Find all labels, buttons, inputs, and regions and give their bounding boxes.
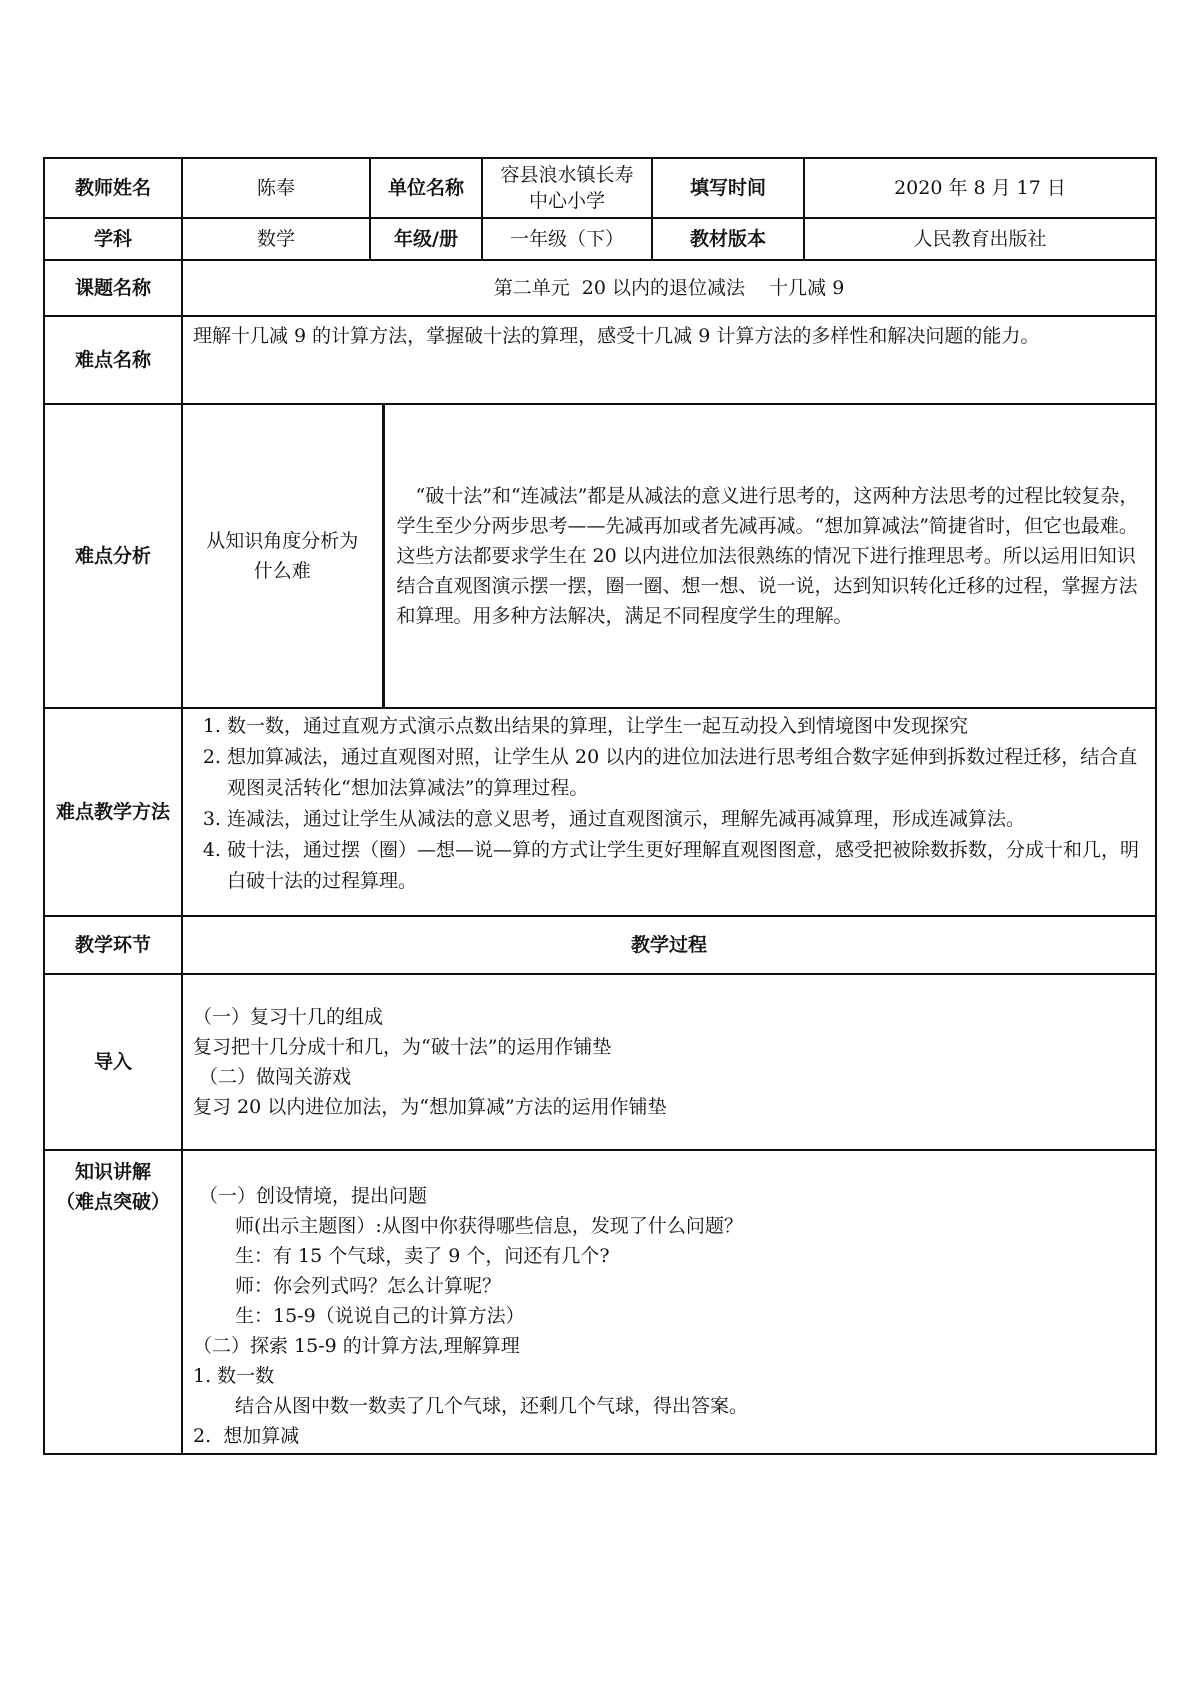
subject-label: 学科 <box>44 218 182 260</box>
knowledge-cell <box>182 1150 1156 1454</box>
method-item-2: 2. 想加算减法，通过直观图对照，让学生从 20 以内的进位加法进行思考组合数字延伸到拆数过程迁移，结合直观图灵活转化“想加法算减法”的算理过程。 <box>227 742 1145 804</box>
analysis-cell <box>182 404 1156 708</box>
teacher-name: 陈奉 <box>182 158 370 218</box>
methods-label: 难点教学方法 <box>44 708 182 916</box>
knowledge-line-1: （一）创设情境，提出问题 <box>193 1185 428 1207</box>
intro-label: 导入 <box>44 974 182 1150</box>
analysis-sub-label: 从知识角度分析为什么难 <box>183 405 383 707</box>
difficulty-value: 理解十几减 9 的计算方法，掌握破十法的算理，感受十几减 9 计算方法的多样性和解决问题的能力。 <box>182 316 1156 404</box>
topic-row <box>44 260 1156 316</box>
method-item-3: 3. 连减法，通过让学生从减法的意义思考，通过直观图演示，理解先减再减算理，形成连减算法。 <box>227 804 1145 835</box>
methods-list <box>193 711 1145 897</box>
method-item-4: 4. 破十法，通过摆（圈）—想—说—算的方式让学生更好理解直观图图意，感受把被除数拆数，分成十和几，明白破十法的过程算理。 <box>227 835 1145 897</box>
knowledge-line-4: 师：你会列式吗？怎么计算呢？ <box>235 1275 502 1297</box>
knowledge-label-line-1: 知识讲解 <box>74 1161 151 1183</box>
teacher-label: 教师姓名 <box>44 158 182 218</box>
header-row-2 <box>44 218 1156 260</box>
analysis-paragraph: “破十法”和“连减法”都是从减法的意义进行思考的，这两种方法思考的过程比较复杂，学生至少分两步思考——先减再加或者先减再减。“想加算减法”简捷省时，但它也最难。这些方法都要求学生在 20 以内进位加法很熟练的情况下进行推理思考。所以运用旧知识结合直观图演示摆一摆，圈一圈、想一想、说一说，达到知识转化迁移的过程，掌握方法和算理。用多种方法解决，满足不同程度学生的理解。 <box>396 485 1139 627</box>
edition-value: 人民教育出版社 <box>804 218 1156 260</box>
grade-value: 一年级（下） <box>482 218 652 260</box>
knowledge-line-9: 2. 想加算减 <box>193 1425 300 1447</box>
edition-label: 教材版本 <box>652 218 804 260</box>
process-header-label: 教学过程 <box>182 916 1156 974</box>
intro-line-1: （一）复习十几的组成 <box>193 1006 384 1028</box>
method-item-1: 1. 数一数，通过直观方式演示点数出结果的算理，让学生一起互动投入到情境图中发现探究 <box>227 711 1145 742</box>
knowledge-line-6: （二）探索 15-9 的计算方法,理解算理 <box>193 1335 520 1357</box>
knowledge-label <box>44 1150 182 1454</box>
methods-row <box>44 708 1156 916</box>
knowledge-line-5: 生：15-9（说说自己的计算方法） <box>235 1305 525 1327</box>
methods-cell <box>182 708 1156 916</box>
difficulty-label: 难点名称 <box>44 316 182 404</box>
analysis-label: 难点分析 <box>44 404 182 708</box>
topic-label: 课题名称 <box>44 260 182 316</box>
grade-label: 年级/册 <box>370 218 482 260</box>
stage-header-label: 教学环节 <box>44 916 182 974</box>
analysis-text <box>383 405 1155 707</box>
knowledge-label-line-2: （难点突破） <box>55 1191 170 1213</box>
intro-line-3: （二）做闯关游戏 <box>193 1066 352 1088</box>
time-label: 填写时间 <box>652 158 804 218</box>
unit-name: 容县浪水镇长寿中心小学 <box>482 158 652 218</box>
process-header-row <box>44 916 1156 974</box>
lesson-plan-document <box>43 157 1155 1455</box>
analysis-row <box>44 404 1156 708</box>
knowledge-row <box>44 1150 1156 1454</box>
knowledge-line-2: 师(出示主题图）:从图中你获得哪些信息，发现了什么问题？ <box>235 1215 743 1237</box>
knowledge-line-3: 生：有 15 个气球，卖了 9 个，问还有几个? <box>235 1245 610 1267</box>
knowledge-line-7: 1. 数一数 <box>193 1365 275 1387</box>
lesson-plan-table <box>43 157 1157 1455</box>
fill-time: 2020 年 8 月 17 日 <box>804 158 1156 218</box>
difficulty-row <box>44 316 1156 404</box>
header-row-1 <box>44 158 1156 218</box>
knowledge-line-8: 结合从图中数一数卖了几个气球，还剩几个气球，得出答案。 <box>235 1395 749 1417</box>
unit-label: 单位名称 <box>370 158 482 218</box>
intro-line-4: 复习 20 以内进位加法，为“想加算减”方法的运用作铺垫 <box>193 1096 667 1118</box>
topic-value: 第二单元 20 以内的退位减法 十几减 9 <box>182 260 1156 316</box>
intro-line-2: 复习把十几分成十和几，为“破十法”的运用作铺垫 <box>193 1036 612 1058</box>
intro-row <box>44 974 1156 1150</box>
intro-cell <box>182 974 1156 1150</box>
subject-value: 数学 <box>182 218 370 260</box>
analysis-inner-table <box>183 405 1155 707</box>
